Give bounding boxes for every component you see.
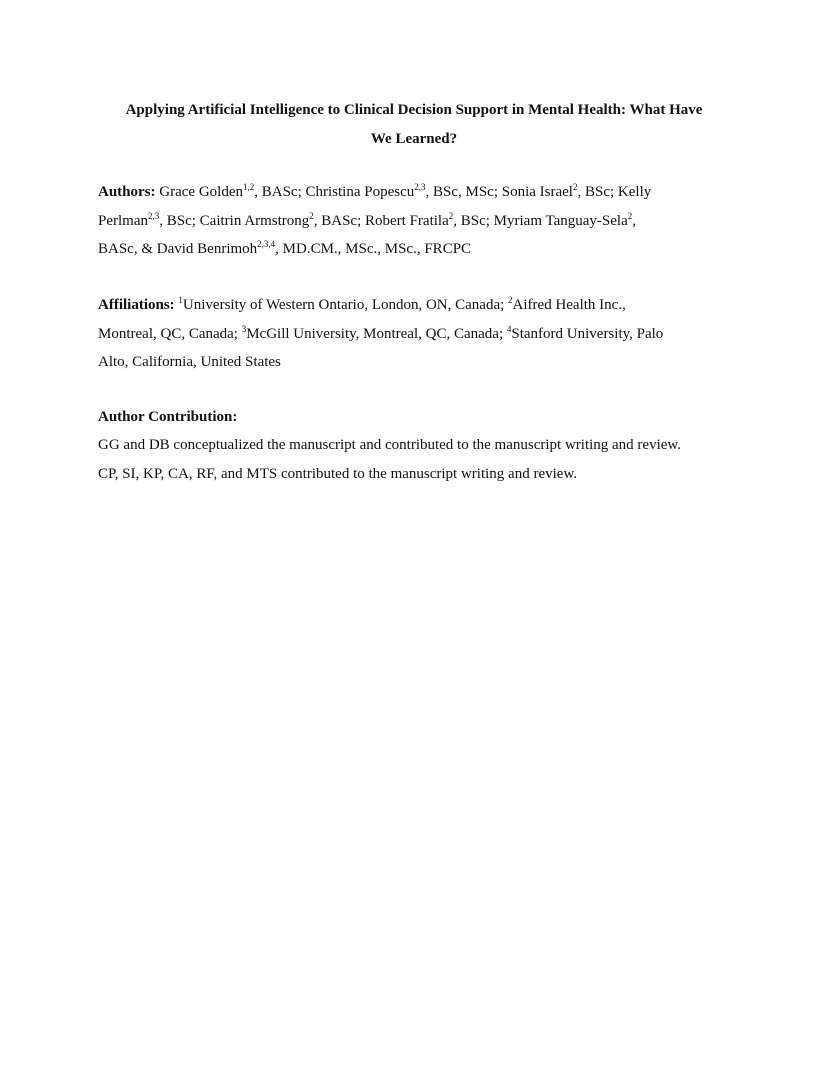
author-text: , MD.CM., MSc., MSc., FRCPC [275,241,472,257]
affiliation-text: Montreal, QC, Canada; [98,325,242,342]
author-text: BASc, & David Benrimoh [98,241,258,257]
contribution-section [98,431,748,488]
author-text: , BASc; Robert Fratila [313,212,449,229]
affiliations-line-1 [98,291,748,320]
affiliations-section [98,291,748,377]
authors-label: Authors: [98,184,156,200]
affiliation-marker: 2 [572,182,578,192]
affiliation-marker: 1,2 [242,182,255,192]
author-text: Perlman [98,212,148,229]
paper-title [90,96,738,153]
affiliations-line-3: Alto, California, United States [98,354,281,370]
affiliation-marker: 2 [309,210,314,221]
affiliation-marker: 2,3 [414,182,426,192]
contribution-line-2: CP, SI, KP, CA, RF, and MTS contributed to the manuscript writing and review. [98,465,578,482]
title-line-1: Applying Artificial Intelligence to Clinical Decision Support in Mental Health: What Have [125,102,703,118]
affiliation-text: Stanford University, Palo [511,325,664,342]
title-line-2: We Learned? [370,130,458,147]
affiliation-marker: 2,3 [148,210,160,221]
affiliation-marker: 2 [448,210,454,221]
contribution-line-1: GG and DB conceptualized the manuscript and contributed to the manuscript writing and review. [98,437,682,453]
author-text: , BASc; Christina Popescu [254,184,415,200]
author-text: , BSc; Kelly [577,184,652,200]
affiliation-marker: 1 [178,295,183,305]
affiliation-text: Aifred Health Inc., [512,297,626,313]
authors-section [98,178,748,264]
affiliations-line-2 [98,320,748,349]
author-text: , BSc; Myriam Tanguay-Sela [453,212,628,229]
authors-line-3 [98,235,748,264]
affiliation-text: McGill University, Montreal, QC, Canada; [246,325,507,342]
affiliations-label: Affiliations: [98,297,175,313]
authors-line-1 [98,178,748,207]
authors-line-2 [98,207,748,236]
affiliation-marker: 4 [506,323,512,334]
author-text: , BSc, MSc; Sonia Israel [425,184,573,200]
affiliation-marker: 2 [627,210,633,221]
affiliation-marker: 2 [508,295,513,305]
author-text: Grace Golden [155,184,243,200]
affiliation-marker: 3 [241,323,247,334]
affiliation-text: University of Western Ontario, London, ON, Canada; [182,297,509,313]
contribution-heading: Author Contribution: [98,409,238,425]
author-text: , BSc; Caitrin Armstrong [159,212,310,229]
affiliation-marker: 2,3,4 [257,239,276,249]
author-text: , [632,212,636,229]
